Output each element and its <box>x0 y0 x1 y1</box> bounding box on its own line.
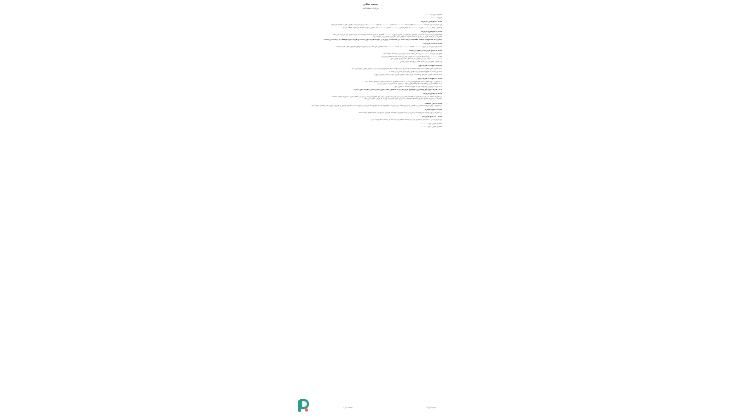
body-text-line: امضای طرف اول: ............ <box>419 123 442 126</box>
page-footer <box>293 398 448 416</box>
body-text-line: ج) مابقی مبلغ پس از اتمام کامل پروژه و تحویل نهایی <box>399 61 442 64</box>
section-heading: ماده ۷: فسخ قرارداد <box>422 92 442 95</box>
body-text-line: در صورت بروز حوادث غیرمترقبه و خارج از اراده طرفین، تعهدات طرفین تا رفع آن حالت معلق خواهد ماند. <box>358 112 442 115</box>
section-heading: ماده ۱: طرفین قرارداد <box>420 21 442 24</box>
body-text-line: ۶-۳- ارائه گزارش پیشرفت کار به صورت ماهانه به طرف اول <box>394 86 442 88</box>
document-title: بسمه تعالی <box>363 3 378 6</box>
footer-page-number: صفحه ۱ از ۱ <box>343 407 353 409</box>
section-heading: ماده ۸: حل اختلاف <box>424 102 442 105</box>
document-body <box>299 14 442 128</box>
body-text-line: ۵-۳- فراهم نمودن شرایط و امکانات لازم جهت حضور طرف دوم در محل اجرای پروژه <box>374 73 442 76</box>
section-heading: ماده ۵: تعهدات طرف اول <box>418 65 442 68</box>
body-text-line: ۶-۱- طرف دوم متعهد است موضوع قرارداد را با دقت و مطابق با استانداردهای حرفه‌ای انجام دهد. <box>364 80 442 83</box>
body-text-line: مبلغ کل قرارداد ............ ریال می‌باشد که به شرح ذیل پرداخت خواهد شد: <box>382 52 442 55</box>
body-text-line: شماره قرارداد: .......... <box>423 14 442 17</box>
section-heading: ماده ۲: موضوع قرارداد <box>420 30 442 33</box>
body-text-line: مدت این قرارداد از تاریخ ............ لغایت ............ به مدت ............ ماه شمسی می‌باشد و در صورت توافق طرفین قابل تمدید است. <box>336 46 442 49</box>
body-text-line: امضای طرف دوم: ............ <box>419 125 442 128</box>
body-text-line: تاریخ: .......... <box>430 17 442 20</box>
body-text-line: در صورت تخلف هر یک از طرفین از تعهدات مندرج در این قرارداد، طرف دیگر حق فسخ قرارداد را پس از اخطار کتبی ده روزه خواهد داشت. <box>331 95 442 98</box>
body-text-line: ۵-۲- پرداخت به موقع مبالغ قرارداد طبق زمان‌بندی مندرج در ماده ۴ <box>389 70 442 73</box>
brand-logo-icon <box>297 399 309 413</box>
body-text-line: موضوع قرارداد عبارت است از همکاری طرفین در اجرای پروژه ............ مطابق با شرح خدمات پیوست که جزء لاینفک این قرارداد می‌باشد. <box>332 33 442 36</box>
document-subtitle: قرارداد مشارکت <box>362 7 379 11</box>
body-text-line: در صورت بروز هرگونه اختلاف در تفسیر یا اجرای مفاد این قرارداد، موضوع ابتدا از طریق مذاکره و در صورت عدم حصول توافق از طریق داوری حل و فصل خواهد شد. <box>310 105 442 108</box>
section-heading: ماده ۳: مدت قرارداد <box>423 43 442 46</box>
section-heading: ماده ۱۰: نسخ قرارداد <box>422 116 442 119</box>
body-text-line: ب) ............ درصد پس از تحویل مرحله اول کار و تأیید طرف اول <box>390 58 442 61</box>
body-text-line: تبصره: در صورت فسخ، طرف متخلف موظف به جبران کلیه خسارات وارده به طرف مقابل می‌باشد. <box>363 98 442 101</box>
document-page <box>293 0 448 416</box>
section-heading: ماده ۴: مبلغ قرارداد و نحوه پرداخت <box>408 50 442 53</box>
body-text-line: ۶-۲- حفظ اسرار و اطلاعات محرمانه طرف اول در طول مدت قرارداد و پس از آن <box>377 83 442 86</box>
footer-label: نمونه قرارداد <box>426 407 436 409</box>
body-text-line: ۵-۱- طرف اول متعهد است کلیه اطلاعات و مدارک لازم جهت انجام موضوع قرارداد را در اختیار طرف دوم قرار دهد. <box>350 68 442 71</box>
section-heading: ماده ۹: قوه قاهره <box>425 109 442 112</box>
section-heading: تبصره ۲: مسئولیت صحت اطلاعات ارائه شده در مستندات پروژه بر عهده طرف اول است و طرف دوم موظف به رعایت آن است. <box>323 39 442 42</box>
body-text-line: الف) ............ درصد مبلغ قرارداد به عنوان پیش‌پرداخت هنگام امضای قرارداد <box>381 55 442 58</box>
body-text-line: تبصره ۱: هرگونه تغییر در شرح خدمات صرفاً با توافق کتبی طرفین امکان‌پذیر خواهد بود. <box>372 36 442 39</box>
body-text-line: این قرارداد در ۱۰ ماده و ۳ تبصره و در دو نسخه تنظیم گردیده که هر نسخه حکم واحد دارد. <box>370 119 442 122</box>
body-text-line: این قرارداد بین شرکت ............ به شماره ثبت ............ به نشانی ............ و تلفن ............ که در این قرارداد «طرف اول» نامیده می‌شود <box>331 24 442 27</box>
section-heading: ۶-۴- طرف دوم حق واگذاری موضوع قرارداد را به شخص ثالث بدون اجازه کتبی طرف اول ندارد. <box>353 88 442 91</box>
section-heading: ماده ۶: تعهدات طرف دوم <box>418 77 442 80</box>
body-text-line: و آقای / خانم ............ فرزند ............ به شماره ملی ............ ساکن ............ که «طرف دوم» نامیده می‌شود، منعقد گردید. <box>342 26 442 29</box>
